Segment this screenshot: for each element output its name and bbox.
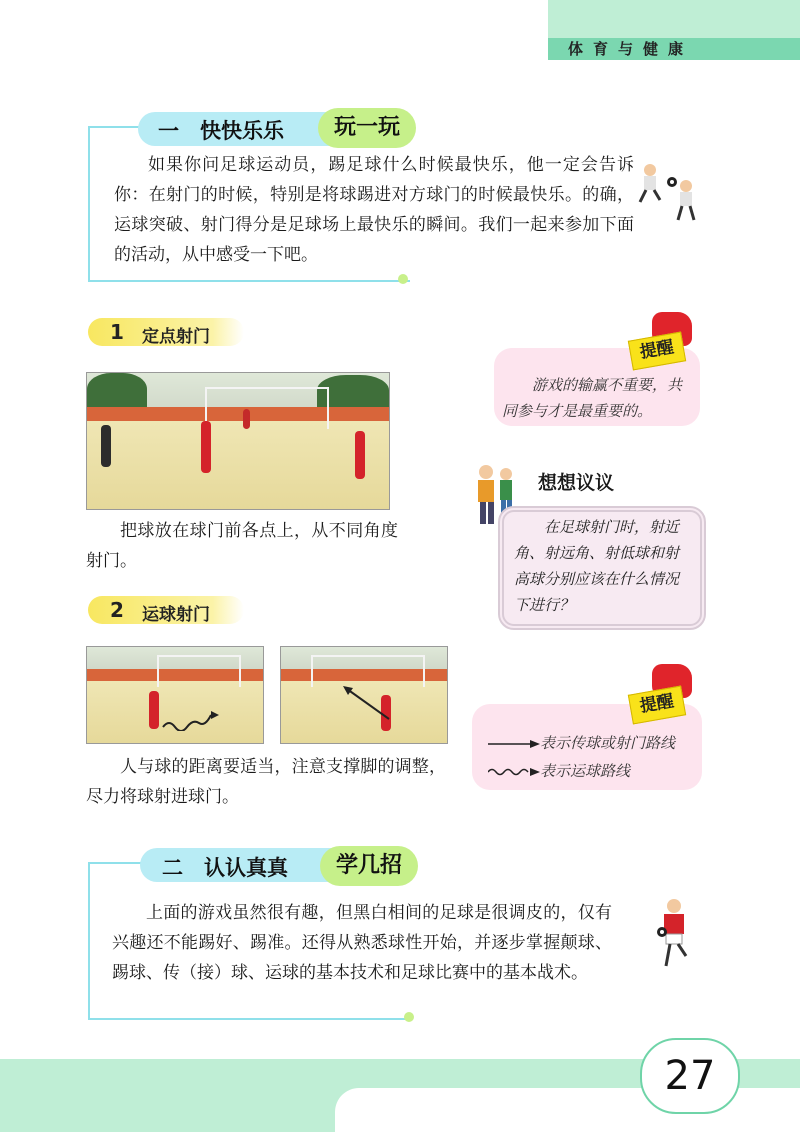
pass-line-icon xyxy=(488,738,540,750)
activity2-caption: 人与球的距离要适当，注意支撑脚的调整，尽力将球射进球门。 xyxy=(86,757,446,807)
section1-dot xyxy=(398,274,408,284)
section1-paragraph: 如果你问足球运动员，踢足球什么时候最快乐，他一定会告诉你：在射门的时候，特别是将球踢进对方球门的时候最快乐。的确，运球突破、射门得分是足球场上最快乐的瞬间。我们一起来参加下面的活动，从中感受一下吧。 xyxy=(114,155,634,265)
page-number: 27 xyxy=(640,1038,740,1114)
section2-heading-right: 学几招 xyxy=(320,846,418,886)
activity2-photo-right xyxy=(280,646,448,744)
discussion-title: 想想议议 xyxy=(538,472,615,494)
dribble-arrow xyxy=(161,709,221,731)
tip2-pass-legend: 表示传球或射门路线 xyxy=(540,734,676,752)
header-title: 体育与健康 xyxy=(548,38,800,60)
activity2-photo-left xyxy=(86,646,264,744)
section1-heading-right: 玩一玩 xyxy=(318,108,416,148)
section2-dot xyxy=(404,1012,414,1022)
juggling-player-illustration xyxy=(652,898,696,970)
activity1-photo xyxy=(86,372,390,510)
dribble-line-icon xyxy=(488,766,540,778)
tip1-tag: 提醒 xyxy=(628,332,686,371)
section2-heading-left: 二 认认真真 xyxy=(162,856,288,880)
tip2-tag: 提醒 xyxy=(628,686,686,725)
activity2-number: 2 xyxy=(110,598,124,622)
section2-paragraph: 上面的游戏虽然很有趣，但黑白相间的足球是很调皮的，仅有兴趣还不能踢好、踢准。还得从熟悉球性开始，并逐步掌握颠球、踢球、传（接）球、运球的基本技术和足球比赛中的基本战术。 xyxy=(112,903,612,983)
shot-arrow xyxy=(339,683,393,723)
section1-heading-left: 一 快快乐乐 xyxy=(158,119,284,143)
tip1-text: 游戏的输赢不重要，共同参与才是最重要的。 xyxy=(502,376,683,420)
kids-football-illustration xyxy=(636,160,706,226)
activity1-caption: 把球放在球门前各点上，从不同角度射门。 xyxy=(86,521,398,571)
activity2-title: 运球射门 xyxy=(142,605,210,625)
discussion-text: 在足球射门时，射近角、射远角、射低球和射高球分别应该在什么情况下进行？ xyxy=(514,518,680,614)
tip2-dribble-legend: 表示运球路线 xyxy=(540,762,631,780)
activity1-number: 1 xyxy=(110,320,124,344)
activity1-title: 定点射门 xyxy=(142,327,210,347)
